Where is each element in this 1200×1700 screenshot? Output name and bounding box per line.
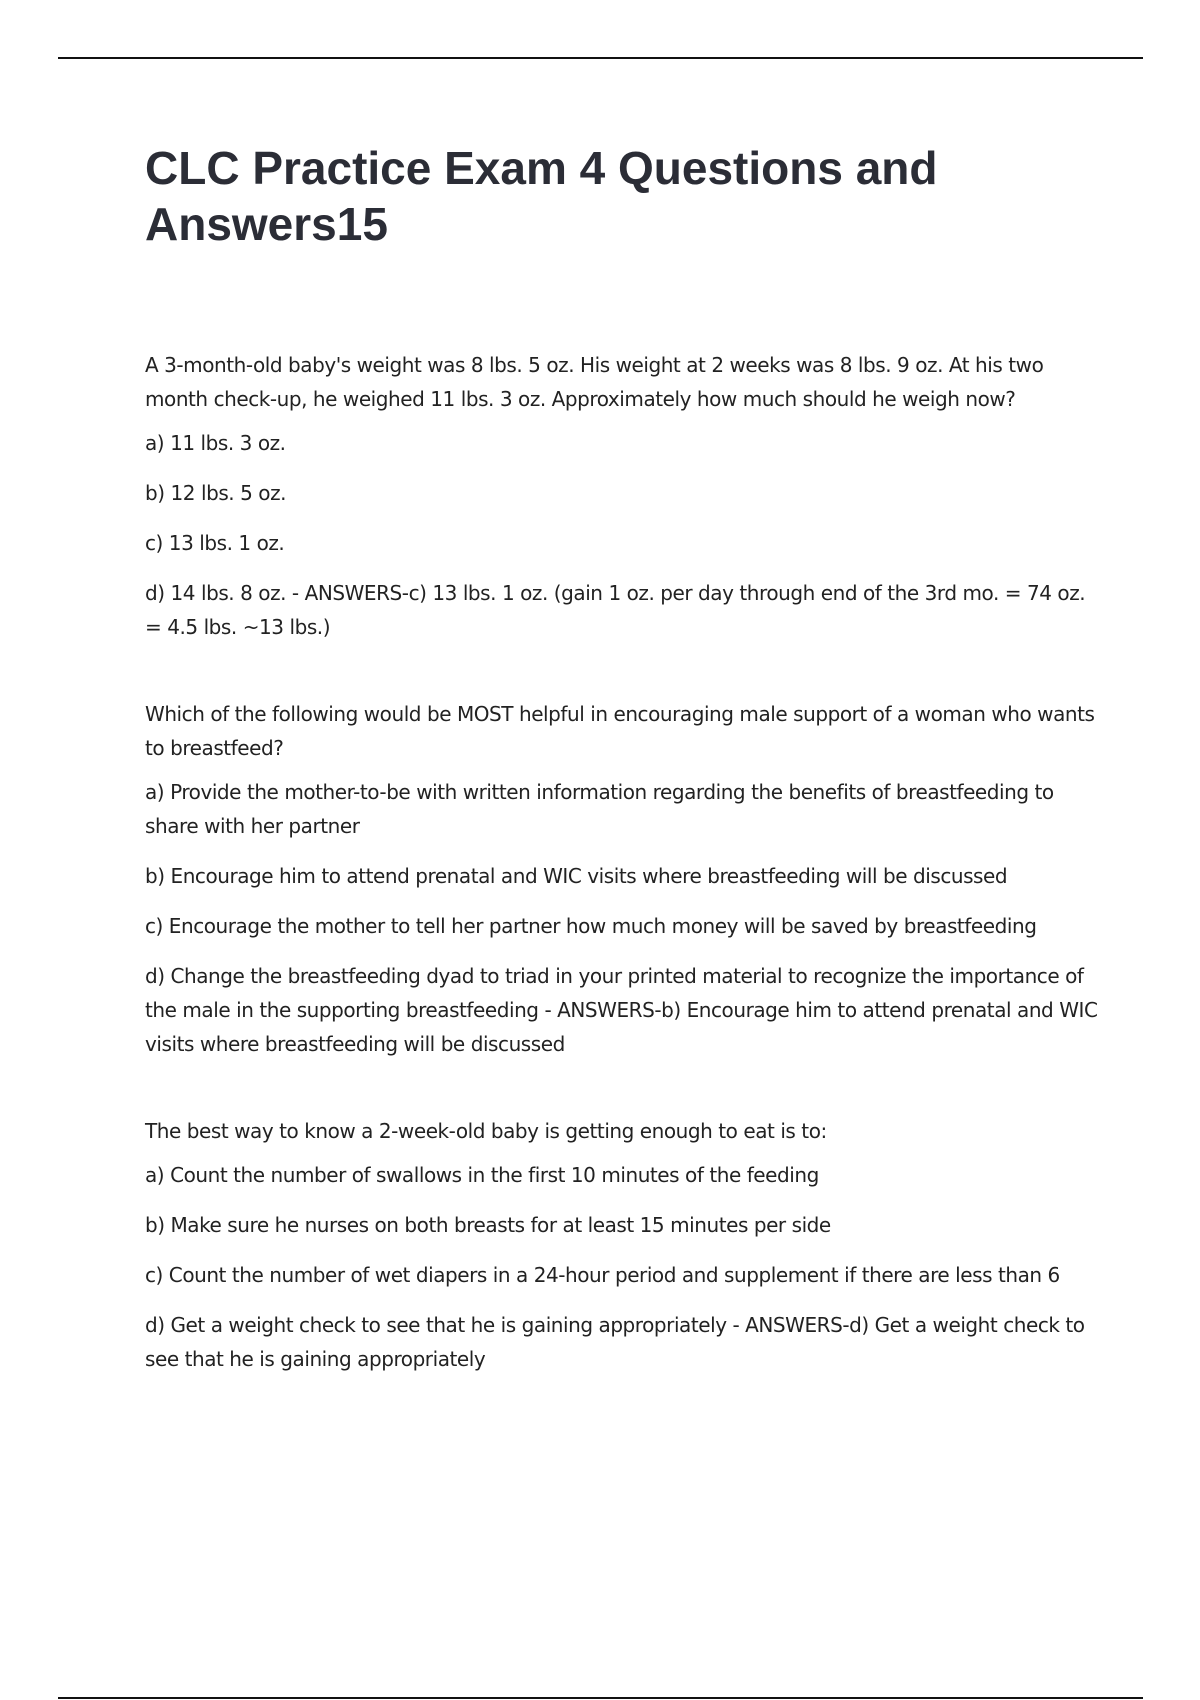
option-c: c) Encourage the mother to tell her partner how much money will be saved by breastfeeding xyxy=(145,914,1037,938)
option-b: b) Make sure he nurses on both breasts for at least 15 minutes per side xyxy=(145,1213,831,1237)
question-3 xyxy=(145,1114,1105,1376)
option-b: b) Encourage him to attend prenatal and WIC visits where breastfeeding will be discussed xyxy=(145,864,1008,888)
option-a: a) Provide the mother-to-be with written information regarding the benefits of breastfeeding to share with her partner xyxy=(145,780,1054,838)
option-b: b) 12 lbs. 5 oz. xyxy=(145,481,287,505)
document-title: CLC Practice Exam 4 Questions and Answers15 xyxy=(145,142,938,250)
bottom-divider xyxy=(58,1697,1143,1699)
option-a: a) Count the number of swallows in the first 10 minutes of the feeding xyxy=(145,1163,819,1187)
option-c: c) 13 lbs. 1 oz. xyxy=(145,531,285,555)
option-a: a) 11 lbs. 3 oz. xyxy=(145,431,286,455)
top-divider xyxy=(58,57,1143,59)
question-stem: Which of the following would be MOST helpful in encouraging male support of a woman who wants to breastfeed? xyxy=(145,702,1095,760)
question-stem: A 3-month-old baby's weight was 8 lbs. 5 oz. His weight at 2 weeks was 8 lbs. 9 oz. At his two month check-up, he weighed 11 lbs. 3 oz. Approximately how much should he weigh now? xyxy=(145,353,1044,411)
question-stem: The best way to know a 2-week-old baby is getting enough to eat is to: xyxy=(145,1119,827,1143)
document-body xyxy=(145,140,1105,1429)
option-d-with-answer: d) Get a weight check to see that he is gaining appropriately - ANSWERS-d) Get a weight check to see that he is gaining appropriately xyxy=(145,1313,1085,1371)
option-d-with-answer: d) 14 lbs. 8 oz. - ANSWERS-c) 13 lbs. 1 oz. (gain 1 oz. per day through end of the 3rd mo. = 74 oz. = 4.5 lbs. ~13 lbs.) xyxy=(145,581,1086,639)
question-1 xyxy=(145,348,1105,644)
option-c: c) Count the number of wet diapers in a 24-hour period and supplement if there are less than 6 xyxy=(145,1263,1060,1287)
question-2 xyxy=(145,697,1105,1061)
question-list xyxy=(145,348,1105,1376)
option-d-with-answer: d) Change the breastfeeding dyad to triad in your printed material to recognize the importance of the male in the supporting breastfeeding - ANSWERS-b) Encourage him to attend prenatal and WIC visits where breastfeeding will be discussed xyxy=(145,964,1098,1056)
